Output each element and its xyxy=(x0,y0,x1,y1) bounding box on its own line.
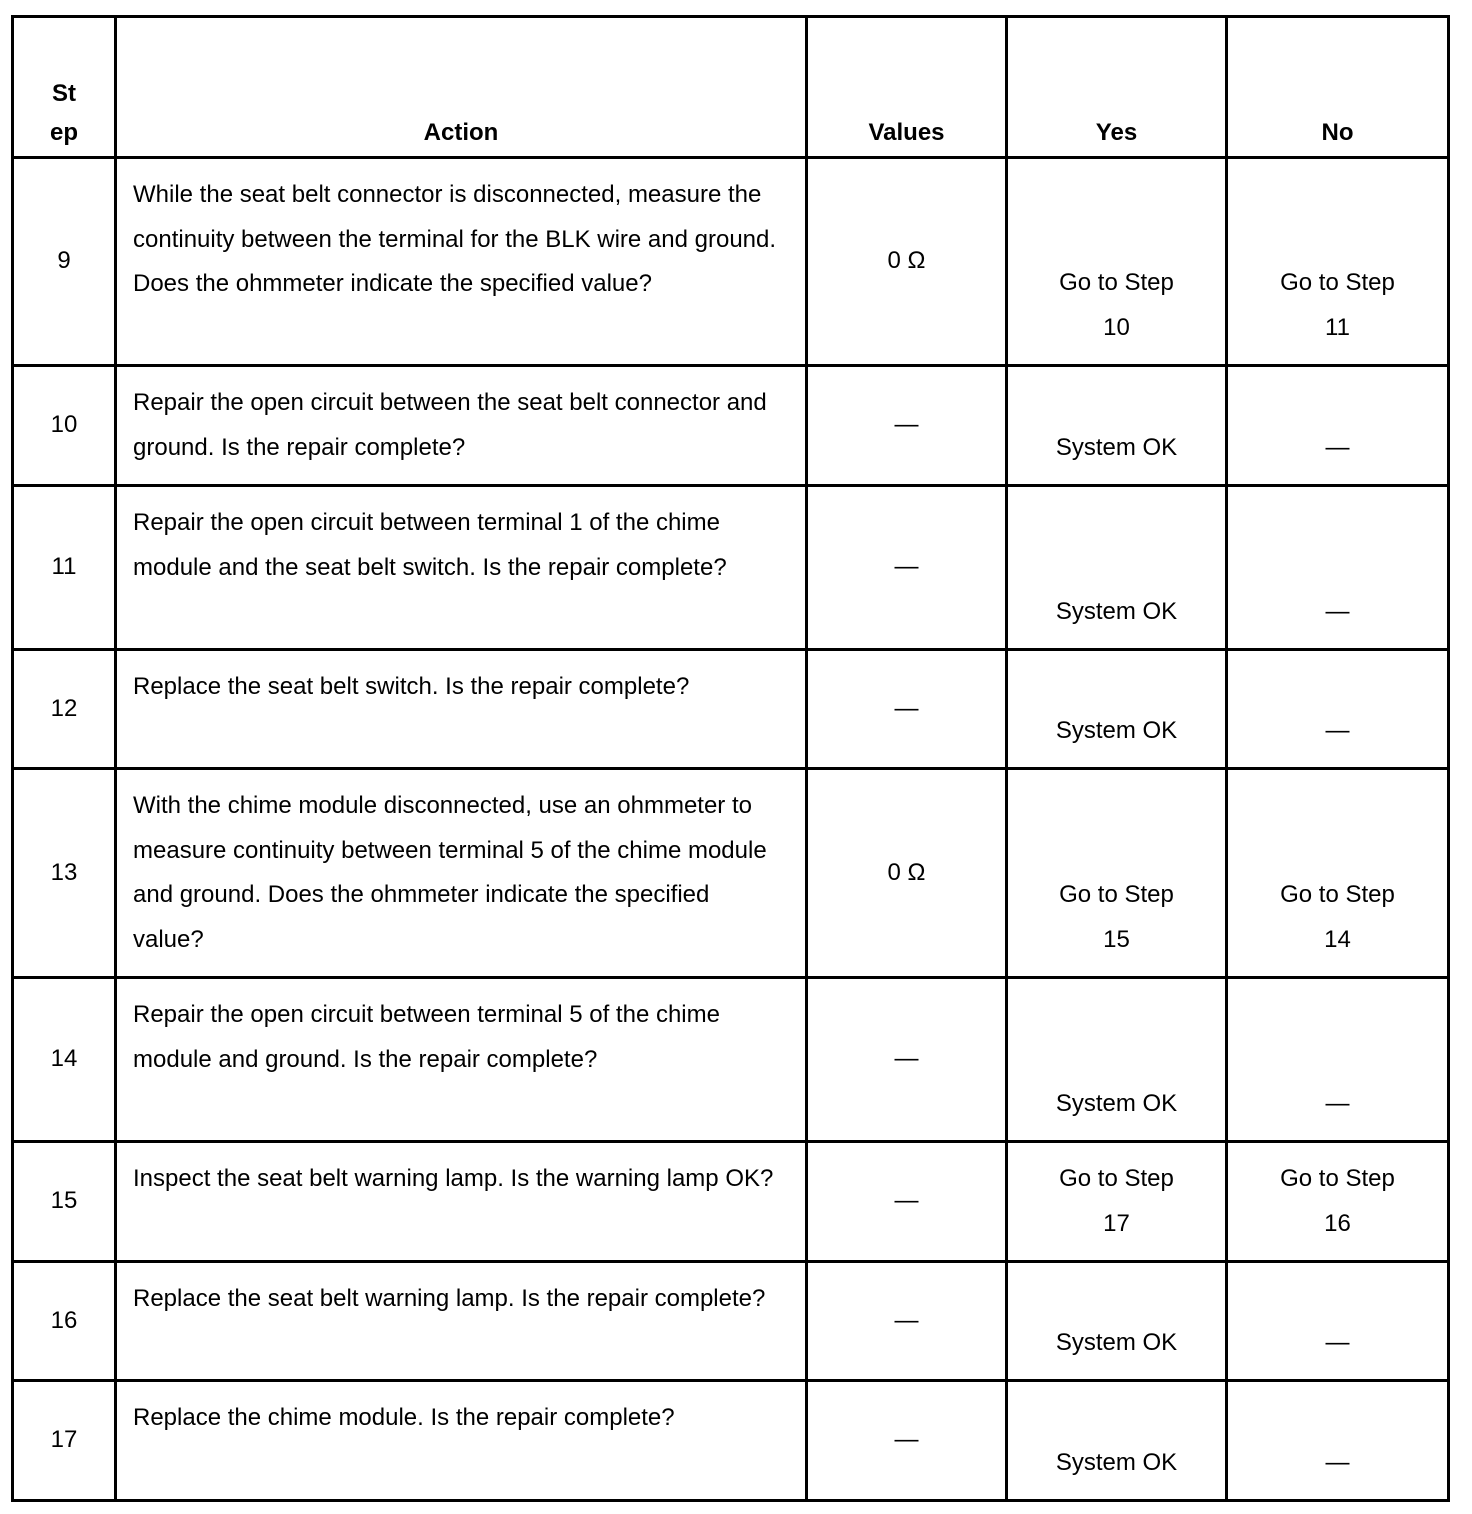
step-number: 9 xyxy=(13,158,116,366)
no-cell: — xyxy=(1227,1381,1449,1501)
table-row xyxy=(13,1381,1449,1501)
column-header-no: No xyxy=(1227,17,1449,158)
table-row xyxy=(13,650,1449,769)
no-cell: Go to Step 11 xyxy=(1227,158,1449,366)
step-number: 14 xyxy=(13,978,116,1142)
action-text: Inspect the seat belt warning lamp. Is the warning lamp OK? xyxy=(116,1142,807,1262)
value-cell: — xyxy=(807,978,1007,1142)
action-text: Repair the open circuit between terminal 5 of the chime module and ground. Is the repair complete? xyxy=(116,978,807,1142)
yes-cell: System OK xyxy=(1007,1262,1227,1381)
no-cell: — xyxy=(1227,366,1449,486)
action-text: Repair the open circuit between the seat belt connector and ground. Is the repair complete? xyxy=(116,366,807,486)
yes-cell: Go to Step 15 xyxy=(1007,769,1227,978)
step-number: 12 xyxy=(13,650,116,769)
step-number: 17 xyxy=(13,1381,116,1501)
no-cell: — xyxy=(1227,1262,1449,1381)
column-header-step: St ep xyxy=(13,17,116,158)
yes-cell: System OK xyxy=(1007,650,1227,769)
yes-cell: System OK xyxy=(1007,486,1227,650)
action-text: Replace the seat belt switch. Is the repair complete? xyxy=(116,650,807,769)
no-cell: — xyxy=(1227,486,1449,650)
yes-cell: System OK xyxy=(1007,1381,1227,1501)
action-text: Repair the open circuit between terminal 1 of the chime module and the seat belt switch. Is the repair complete? xyxy=(116,486,807,650)
table-row xyxy=(13,978,1449,1142)
column-header-action: Action xyxy=(116,17,807,158)
value-cell: — xyxy=(807,366,1007,486)
value-cell: — xyxy=(807,486,1007,650)
table-row xyxy=(13,486,1449,650)
action-text: Replace the chime module. Is the repair complete? xyxy=(116,1381,807,1501)
column-header-yes: Yes xyxy=(1007,17,1227,158)
value-cell: — xyxy=(807,1142,1007,1262)
step-number: 11 xyxy=(13,486,116,650)
step-number: 15 xyxy=(13,1142,116,1262)
table-row xyxy=(13,366,1449,486)
value-cell: — xyxy=(807,1381,1007,1501)
action-text: With the chime module disconnected, use an ohmmeter to measure continuity between terminal 5 of the chime module and ground. Does the ohmmeter indicate the specified value? xyxy=(116,769,807,978)
yes-cell: Go to Step 10 xyxy=(1007,158,1227,366)
value-cell: — xyxy=(807,650,1007,769)
step-number: 16 xyxy=(13,1262,116,1381)
action-text: While the seat belt connector is disconnected, measure the continuity between the terminal for the BLK wire and ground. Does the ohmmeter indicate the specified value? xyxy=(116,158,807,366)
value-cell: — xyxy=(807,1262,1007,1381)
value-cell: 0 Ω xyxy=(807,769,1007,978)
step-number: 13 xyxy=(13,769,116,978)
table-row xyxy=(13,158,1449,366)
yes-cell: System OK xyxy=(1007,366,1227,486)
action-text: Replace the seat belt warning lamp. Is the repair complete? xyxy=(116,1262,807,1381)
yes-cell: System OK xyxy=(1007,978,1227,1142)
table-row xyxy=(13,1262,1449,1381)
no-cell: — xyxy=(1227,978,1449,1142)
diagnostic-table xyxy=(11,15,1450,1502)
table-row xyxy=(13,769,1449,978)
table-row xyxy=(13,1142,1449,1262)
no-cell: Go to Step 14 xyxy=(1227,769,1449,978)
no-cell: Go to Step 16 xyxy=(1227,1142,1449,1262)
column-header-values: Values xyxy=(807,17,1007,158)
no-cell: — xyxy=(1227,650,1449,769)
value-cell: 0 Ω xyxy=(807,158,1007,366)
yes-cell: Go to Step 17 xyxy=(1007,1142,1227,1262)
header-row xyxy=(13,17,1449,158)
step-number: 10 xyxy=(13,366,116,486)
